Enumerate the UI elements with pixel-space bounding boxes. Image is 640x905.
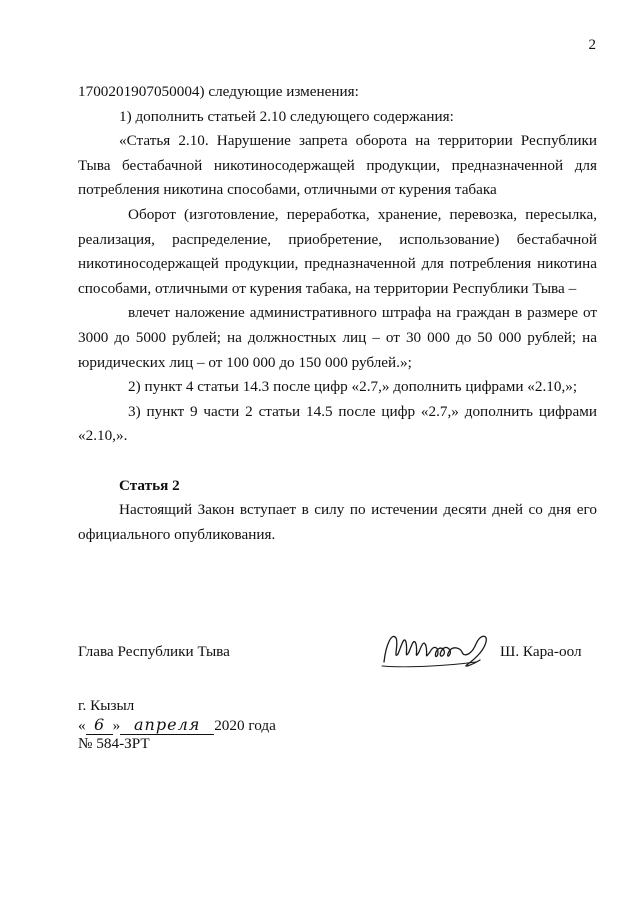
- paragraph-continuation: 1700201907050004) следующие изменения:: [78, 83, 359, 100]
- paragraph-item-2: 2) пункт 4 статьи 14.3 после цифр «2.7,» дополнить цифрами «2.10,»;: [128, 378, 578, 396]
- document-date: [78, 715, 276, 735]
- paragraph-item-1: 1) дополнить статьей 2.10 следующего содержания:: [119, 107, 454, 125]
- article-2-heading: Статья 2: [119, 476, 180, 494]
- date-quote-open: «: [78, 717, 86, 734]
- handwritten-signature: [376, 624, 498, 676]
- page-number: 2: [588, 37, 596, 53]
- date-day-handwritten: 6: [86, 715, 113, 735]
- document-number: № 584-ЗРТ: [78, 735, 150, 752]
- paragraph-article-2-10-body: Оборот (изготовление, переработка, хранение, перевозка, пересылка, реализация, распределение, приобретение, использование) бестабачной никотиносодержащей продукции, предназначенной для потребления никотина способами, отличными от курения табака, на территории Республики Тыва –: [78, 205, 597, 297]
- date-year: 2020 года: [214, 717, 276, 734]
- date-quote-close: »: [112, 717, 121, 734]
- document-body: [78, 80, 597, 547]
- paragraph-item-3: 3) пункт 9 части 2 статьи 14.5 после цифр «2.7,» дополнить цифрами «2.10,».: [78, 402, 597, 445]
- paragraph-article-2-10-penalty: влечет наложение административного штрафа на граждан в размере от 3000 до 5000 рублей; на должностных лиц – от 30 000 до 50 000 рублей; на юридических лиц – от 100 000 до 150 000 рублей.»;: [78, 304, 597, 371]
- paragraph-article-2-10-title: «Статья 2.10. Нарушение запрета оборота на территории Республики Тыва бестабачной никотиносодержащей продукции, предназначенной для потребления никотина способами, отличными от курения табака: [78, 132, 597, 199]
- document-city: г. Кызыл: [78, 697, 135, 714]
- article-2-text: Настоящий Закон вступает в силу по истечении десяти дней со дня его официального опубликования.: [78, 501, 597, 543]
- signatory-name: Ш. Кара-оол: [500, 643, 582, 660]
- date-month-handwritten: апреля: [120, 715, 214, 735]
- signatory-position: Глава Республики Тыва: [78, 643, 230, 660]
